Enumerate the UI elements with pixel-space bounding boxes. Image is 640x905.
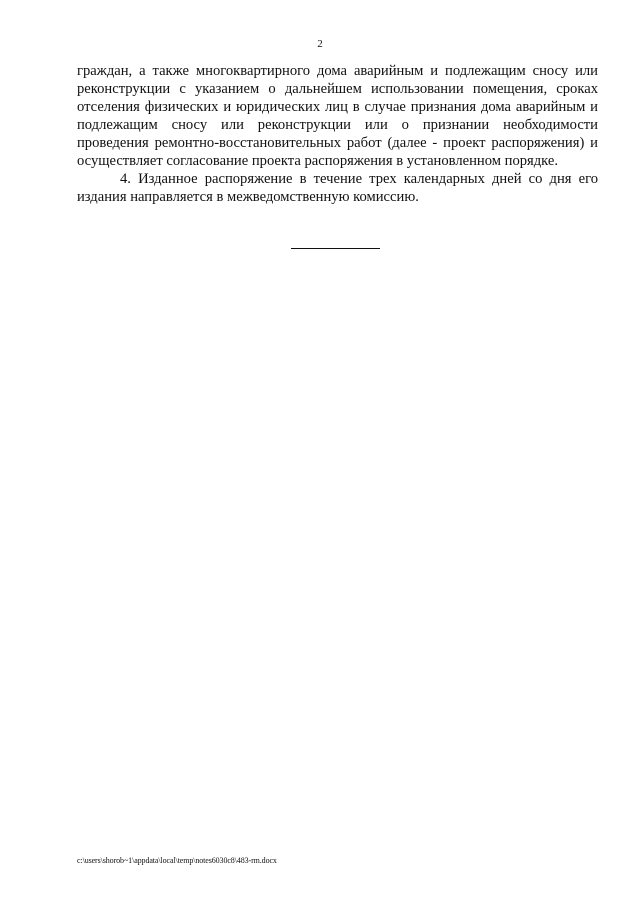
footer-file-path: c:\users\shorob~1\appdata\local\temp\notes6030c8\483-rm.docx bbox=[77, 856, 277, 865]
paragraph-continuation: граждан, а также многоквартирного дома аварийным и подлежащим сносу или реконструкции с указанием о дальнейшем использовании помещения, сроках отселения физических и юридических лиц в случае признания дома аварийным и подлежащим сносу или реконструкции или о признании необходимости проведения ремонтно-восстановительных работ (далее - проект распоряжения) и осуществляет согласование проекта распоряжения в установленном порядке. bbox=[77, 63, 598, 169]
page-number: 2 bbox=[317, 38, 323, 50]
end-separator-line bbox=[291, 248, 380, 249]
document-body bbox=[77, 62, 598, 206]
paragraph-item-4: 4. Изданное распоряжение в течение трех календарных дней со дня его издания направляется в межведомственную комиссию. bbox=[77, 171, 598, 205]
